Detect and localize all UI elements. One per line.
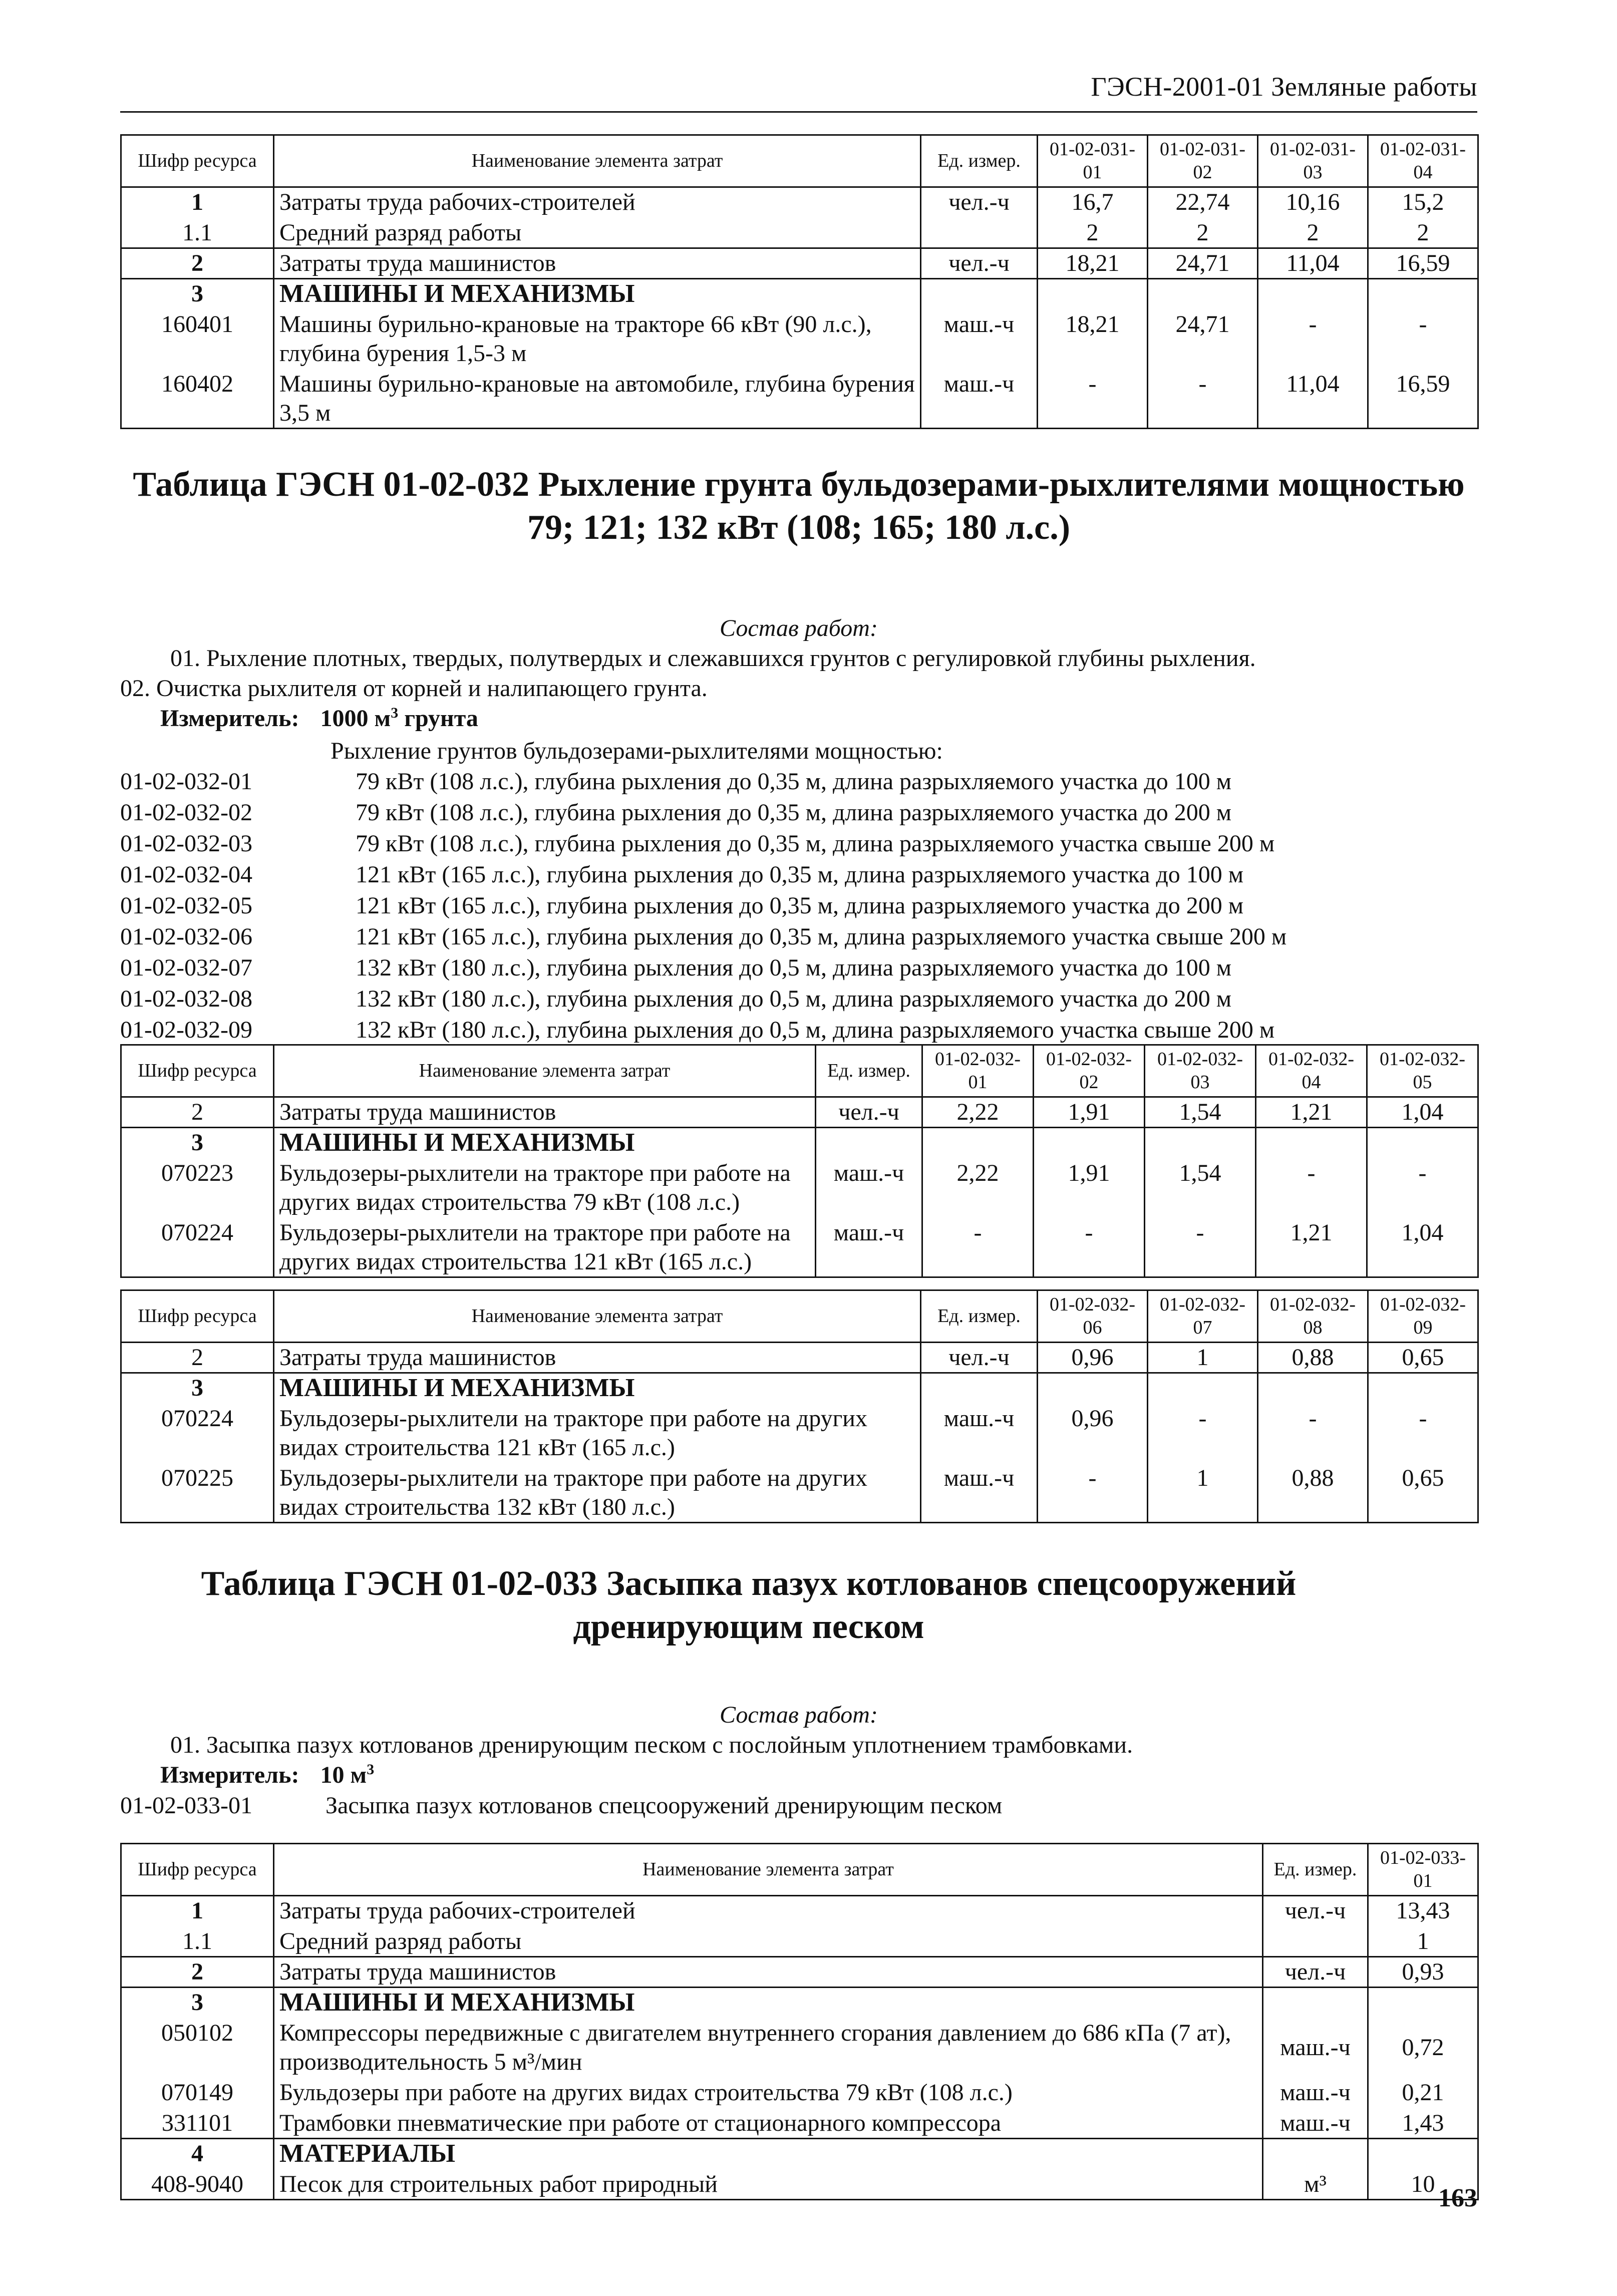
- table-row: [121, 1343, 1478, 1373]
- value: 18,21: [1038, 248, 1148, 279]
- measure-value: 10 $м^3$: [320, 1761, 375, 1788]
- list-item: [120, 1015, 1477, 1046]
- table-row: [121, 1463, 1478, 1523]
- norm-description: Засыпка пазух котлованов спецсооружений дренирующим песком: [326, 1792, 1003, 1819]
- col-header-norm: 01-02-032-06: [1038, 1290, 1148, 1343]
- unit: [921, 279, 1038, 309]
- value: [1368, 1373, 1478, 1404]
- value: 2: [1368, 218, 1478, 248]
- resource-code: 408-9040: [121, 2169, 274, 2200]
- value: 11,04: [1258, 369, 1368, 429]
- measure-label: Измеритель:: [160, 705, 299, 732]
- value: [922, 1128, 1034, 1158]
- cost-item-name: Машины бурильно-крановые на тракторе 66 кВт (90 л.с.), глубина бурения 1,5-3 м: [274, 309, 921, 369]
- unit: маш.-ч: [921, 1404, 1038, 1463]
- table-032-b-header: [121, 1290, 1478, 1343]
- unit: маш.-ч: [816, 1218, 922, 1277]
- value: [1038, 279, 1148, 309]
- table-row: [121, 1128, 1478, 1158]
- unit: [816, 1128, 922, 1158]
- value: -: [1034, 1218, 1145, 1277]
- unit: [1263, 1988, 1368, 2018]
- value: -: [922, 1218, 1034, 1277]
- list-item: [120, 1790, 1477, 1821]
- value: 10,16: [1258, 187, 1368, 218]
- value: -: [1145, 1218, 1256, 1277]
- col-header-norm: 01-02-033-01: [1368, 1844, 1478, 1896]
- resource-code: 3: [121, 1128, 274, 1158]
- value: [1258, 1373, 1368, 1404]
- col-header-norm: 01-02-032-09: [1368, 1290, 1478, 1343]
- table-032-a: [120, 1044, 1479, 1278]
- value: -: [1368, 1404, 1478, 1463]
- col-header-norm: 01-02-031-01: [1038, 135, 1148, 187]
- cost-item-name: Бульдозеры-рыхлители на тракторе при работе на других видах строительства 79 кВт (108 л.с.): [274, 1158, 816, 1218]
- measure-unit: [160, 1760, 374, 1790]
- value: [1038, 1373, 1148, 1404]
- col-header-code: Шифр ресурса: [121, 135, 274, 187]
- value: 11,04: [1258, 248, 1368, 279]
- norm-code: 01-02-032-07: [120, 954, 252, 981]
- table-033: [120, 1843, 1479, 2200]
- value: [1148, 279, 1258, 309]
- value: [1256, 1128, 1367, 1158]
- item-list-intro: Рыхление грунтов бульдозерами-рыхлителями мощностью:: [331, 738, 943, 764]
- list-item: [120, 797, 1477, 828]
- col-header-norm: 01-02-031-02: [1148, 135, 1258, 187]
- value: 2: [1148, 218, 1258, 248]
- norm-code: 01-02-032-08: [120, 986, 252, 1012]
- unit: [921, 218, 1038, 248]
- norm-description: 79 кВт (108 л.с.), глубина рыхления до 0,35 м, длина разрыхляемого участка свыше 200 м: [356, 830, 1275, 857]
- col-header-norm: 01-02-032-07: [1148, 1290, 1258, 1343]
- resource-code: 4: [121, 2139, 274, 2169]
- resource-code: 2: [121, 1097, 274, 1128]
- value: -: [1148, 369, 1258, 429]
- section-heading: МАШИНЫ И МЕХАНИЗМЫ: [274, 1128, 816, 1158]
- value: 0,65: [1368, 1463, 1478, 1523]
- col-header-norm: 01-02-032-02: [1034, 1045, 1145, 1097]
- table-row: [121, 279, 1478, 309]
- table-032-a-header: [121, 1045, 1478, 1097]
- value: 18,21: [1038, 309, 1148, 369]
- value: 0,88: [1258, 1463, 1368, 1523]
- value: 0,65: [1368, 1343, 1478, 1373]
- unit: чел.-ч: [921, 248, 1038, 279]
- cost-item-name: Затраты труда машинистов: [274, 1957, 1263, 1988]
- table-row: [121, 2018, 1478, 2078]
- unit: маш.-ч: [921, 309, 1038, 369]
- table-title-033: Таблица ГЭСН 01-02-033 Засыпка пазух котлованов спецсооружений дренирующим песком: [201, 1564, 1297, 1646]
- value: 1: [1148, 1463, 1258, 1523]
- col-header-code: Шифр ресурса: [121, 1290, 274, 1343]
- value: -: [1038, 369, 1148, 429]
- col-header-norm: 01-02-031-03: [1258, 135, 1368, 187]
- unit: м³: [1263, 2169, 1368, 2200]
- value: 1,04: [1367, 1218, 1478, 1277]
- value: [1368, 2139, 1478, 2169]
- value: 0,21: [1368, 2078, 1478, 2108]
- table-row: [121, 1926, 1478, 1957]
- resource-code: 070224: [121, 1404, 274, 1463]
- table-row: [121, 218, 1478, 248]
- unit: маш.-ч: [1263, 2108, 1368, 2139]
- cost-item-name: Средний разряд работы: [274, 1926, 1263, 1957]
- resource-code: 2: [121, 248, 274, 279]
- cost-item-name: Средний разряд работы: [274, 218, 921, 248]
- work-step: 01. Рыхление плотных, твердых, полутвердых и слежавшихся грунтов с регулировкой глубины рыхления.: [170, 645, 1256, 672]
- unit: [1263, 1926, 1368, 1957]
- table-row: [121, 1218, 1478, 1277]
- value: 0,72: [1368, 2018, 1478, 2078]
- section-heading: МАТЕРИАЛЫ: [274, 2139, 1263, 2169]
- value: [1034, 1128, 1145, 1158]
- table-row: [121, 1373, 1478, 1404]
- measure-unit: [160, 704, 478, 734]
- list-item: [120, 766, 1477, 797]
- list-item: [120, 828, 1477, 859]
- resource-code: 3: [121, 1373, 274, 1404]
- cost-item-name: Бульдозеры-рыхлители на тракторе при работе на других видах строительства 121 кВт (165 л.с.): [274, 1404, 921, 1463]
- table-row: [121, 2169, 1478, 2200]
- value: 1,21: [1256, 1218, 1367, 1277]
- col-header-norm: 01-02-032-01: [922, 1045, 1034, 1097]
- value: -: [1367, 1158, 1478, 1218]
- col-header-norm: 01-02-031-04: [1368, 135, 1478, 187]
- table-row: [121, 2139, 1478, 2169]
- resource-code: 1: [121, 187, 274, 218]
- table-row: [121, 369, 1478, 429]
- col-header-unit: Ед. измер.: [816, 1045, 922, 1097]
- value: 16,59: [1368, 248, 1478, 279]
- unit: маш.-ч: [921, 369, 1038, 429]
- cost-item-name: Песок для строительных работ природный: [274, 2169, 1263, 2200]
- value: 0,96: [1038, 1404, 1148, 1463]
- cost-item-name: Бульдозеры-рыхлители на тракторе при работе на других видах строительства 121 кВт (165 л.с.): [274, 1218, 816, 1277]
- table-032-b: [120, 1289, 1479, 1523]
- value: -: [1258, 309, 1368, 369]
- value: 0,93: [1368, 1957, 1478, 1988]
- value: 0,88: [1258, 1343, 1368, 1373]
- cost-item-name: Трамбовки пневматические при работе от стационарного компрессора: [274, 2108, 1263, 2139]
- value: [1368, 279, 1478, 309]
- measure-label: Измеритель:: [160, 1762, 299, 1788]
- table-031-header: [121, 135, 1478, 187]
- table-row: [121, 1158, 1478, 1218]
- norm-description: 121 кВт (165 л.с.), глубина рыхления до 0,35 м, длина разрыхляемого участка свыше 200 м: [356, 923, 1287, 950]
- unit: маш.-ч: [921, 1463, 1038, 1523]
- norm-code: 01-02-032-03: [120, 830, 252, 857]
- norm-code: 01-02-032-09: [120, 1017, 252, 1043]
- value: 2: [1038, 218, 1148, 248]
- resource-code: 070224: [121, 1218, 274, 1277]
- document-page: [120, 0, 1477, 2296]
- cost-item-name: Затраты труда машинистов: [274, 1097, 816, 1128]
- norm-item-list: [120, 766, 1477, 1046]
- resource-code: 070149: [121, 2078, 274, 2108]
- value: 1,21: [1256, 1097, 1367, 1128]
- value: 2,22: [922, 1097, 1034, 1128]
- col-header-code: Шифр ресурса: [121, 1045, 274, 1097]
- cost-item-name: Затраты труда машинистов: [274, 1343, 921, 1373]
- list-item: [120, 952, 1477, 983]
- norm-description: 132 кВт (180 л.с.), глубина рыхления до 0,5 м, длина разрыхляемого участка до 100 м: [356, 954, 1232, 981]
- list-item: [120, 983, 1477, 1015]
- unit: маш.-ч: [1263, 2078, 1368, 2108]
- value: 1,43: [1368, 2108, 1478, 2139]
- value: 1,54: [1145, 1158, 1256, 1218]
- section-heading: МАШИНЫ И МЕХАНИЗМЫ: [274, 1988, 1263, 2018]
- measure-value: 1000 $м^3$ грунта: [320, 705, 478, 732]
- resource-code: 160401: [121, 309, 274, 369]
- value: [1368, 1988, 1478, 2018]
- col-header-unit: Ед. измер.: [921, 1290, 1038, 1343]
- col-header-norm: 01-02-032-05: [1367, 1045, 1478, 1097]
- value: [1258, 279, 1368, 309]
- resource-code: 2: [121, 1343, 274, 1373]
- resource-code: 3: [121, 1988, 274, 2018]
- cost-item-name: Затраты труда машинистов: [274, 248, 921, 279]
- value: 2: [1258, 218, 1368, 248]
- value: [1145, 1128, 1256, 1158]
- cost-item-name: Бульдозеры при работе на других видах строительства 79 кВт (108 л.с.): [274, 2078, 1263, 2108]
- running-header: ГЭСН-2001-01 Земляные работы: [1091, 72, 1477, 102]
- resource-code: 1.1: [121, 1926, 274, 1957]
- table-033-header: [121, 1844, 1478, 1896]
- value: -: [1368, 309, 1478, 369]
- col-header-unit: Ед. измер.: [921, 135, 1038, 187]
- norm-description: 79 кВт (108 л.с.), глубина рыхления до 0,35 м, длина разрыхляемого участка до 200 м: [356, 799, 1232, 826]
- norm-code: 01-02-033-01: [120, 1792, 252, 1819]
- section-heading: МАШИНЫ И МЕХАНИЗМЫ: [274, 1373, 921, 1404]
- page-number: 163: [1438, 2184, 1477, 2212]
- col-header-norm: 01-02-032-08: [1258, 1290, 1368, 1343]
- value: 1,04: [1367, 1097, 1478, 1128]
- value: 1,54: [1145, 1097, 1256, 1128]
- table-row: [121, 1896, 1478, 1926]
- unit: маш.-ч: [816, 1158, 922, 1218]
- value: 13,43: [1368, 1896, 1478, 1926]
- norm-code: 01-02-032-06: [120, 923, 252, 950]
- table-row: [121, 1097, 1478, 1128]
- work-composition-heading: Состав работ:: [720, 615, 878, 641]
- table-row: [121, 309, 1478, 369]
- norm-description: 121 кВт (165 л.с.), глубина рыхления до 0,35 м, длина разрыхляемого участка до 200 м: [356, 892, 1244, 919]
- value: 16,7: [1038, 187, 1148, 218]
- work-step: 01. Засыпка пазух котлованов дренирующим песком с послойным уплотнением трамбовками.: [170, 1732, 1133, 1758]
- norm-code: 01-02-032-01: [120, 768, 252, 795]
- cost-item-name: Затраты труда рабочих-строителей: [274, 187, 921, 218]
- value: 24,71: [1148, 248, 1258, 279]
- value: 0,96: [1038, 1343, 1148, 1373]
- table-row: [121, 187, 1478, 218]
- norm-description: 121 кВт (165 л.с.), глубина рыхления до 0,35 м, длина разрыхляемого участка до 100 м: [356, 861, 1244, 888]
- resource-code: 160402: [121, 369, 274, 429]
- list-item: [120, 859, 1477, 890]
- resource-code: 331101: [121, 2108, 274, 2139]
- value: [1367, 1128, 1478, 1158]
- value: [1148, 1373, 1258, 1404]
- col-header-norm: 01-02-032-04: [1256, 1045, 1367, 1097]
- unit: чел.-ч: [921, 187, 1038, 218]
- unit: [921, 1373, 1038, 1404]
- cost-item-name: Машины бурильно-крановые на автомобиле, глубина бурения 3,5 м: [274, 369, 921, 429]
- section-heading: МАШИНЫ И МЕХАНИЗМЫ: [274, 279, 921, 309]
- value: 10: [1368, 2169, 1478, 2200]
- value: 1,91: [1034, 1158, 1145, 1218]
- resource-code: 1.1: [121, 218, 274, 248]
- norm-description: 79 кВт (108 л.с.), глубина рыхления до 0,35 м, длина разрыхляемого участка до 100 м: [356, 768, 1232, 795]
- resource-code: 050102: [121, 2018, 274, 2078]
- value: 15,2: [1368, 187, 1478, 218]
- cost-item-name: Компрессоры передвижные с двигателем внутреннего сгорания давлением до 686 кПа (7 ат), производительность 5 м³/мин: [274, 2018, 1263, 2078]
- unit: чел.-ч: [816, 1097, 922, 1128]
- resource-code: 070223: [121, 1158, 274, 1218]
- value: 24,71: [1148, 309, 1258, 369]
- norm-code: 01-02-032-04: [120, 861, 252, 888]
- resource-code: 070225: [121, 1463, 274, 1523]
- col-header-name: Наименование элемента затрат: [274, 135, 921, 187]
- table-row: [121, 2108, 1478, 2139]
- cost-item-name: Затраты труда рабочих-строителей: [274, 1896, 1263, 1926]
- value: 22,74: [1148, 187, 1258, 218]
- resource-code: 1: [121, 1896, 274, 1926]
- table-row: [121, 1957, 1478, 1988]
- unit: чел.-ч: [921, 1343, 1038, 1373]
- value: 1: [1148, 1343, 1258, 1373]
- unit: чел.-ч: [1263, 1896, 1368, 1926]
- list-item: [120, 890, 1477, 921]
- value: 1: [1368, 1926, 1478, 1957]
- header-rule: [120, 111, 1477, 113]
- value: 1,91: [1034, 1097, 1145, 1128]
- value: -: [1148, 1404, 1258, 1463]
- norm-description: 132 кВт (180 л.с.), глубина рыхления до 0,5 м, длина разрыхляемого участка до 200 м: [356, 986, 1232, 1012]
- col-header-name: Наименование элемента затрат: [274, 1290, 921, 1343]
- col-header-norm: 01-02-032-03: [1145, 1045, 1256, 1097]
- unit: [1263, 2139, 1368, 2169]
- value: 2,22: [922, 1158, 1034, 1218]
- table-031: [120, 134, 1479, 429]
- resource-code: 2: [121, 1957, 274, 1988]
- list-item: [120, 921, 1477, 952]
- col-header-name: Наименование элемента затрат: [274, 1844, 1263, 1896]
- value: -: [1258, 1404, 1368, 1463]
- resource-code: 3: [121, 279, 274, 309]
- unit: чел.-ч: [1263, 1957, 1368, 1988]
- value: -: [1256, 1158, 1367, 1218]
- work-composition-heading: Состав работ:: [720, 1702, 878, 1728]
- cost-item-name: Бульдозеры-рыхлители на тракторе при работе на других видах строительства 132 кВт (180 л.с.): [274, 1463, 921, 1523]
- norm-code: 01-02-032-02: [120, 799, 252, 826]
- col-header-name: Наименование элемента затрат: [274, 1045, 816, 1097]
- col-header-code: Шифр ресурса: [121, 1844, 274, 1896]
- table-row: [121, 1988, 1478, 2018]
- work-step: 02. Очистка рыхлителя от корней и налипающего грунта.: [120, 675, 708, 702]
- value: 16,59: [1368, 369, 1478, 429]
- norm-code: 01-02-032-05: [120, 892, 252, 919]
- table-row: [121, 1404, 1478, 1463]
- col-header-unit: Ед. измер.: [1263, 1844, 1368, 1896]
- table-title-032: Таблица ГЭСН 01-02-032 Рыхление грунта бульдозерами-рыхлителями мощностью 79; 121; 132 кВт (108; 165; 180 л.с.): [133, 465, 1465, 547]
- value: -: [1038, 1463, 1148, 1523]
- unit: маш.-ч: [1263, 2018, 1368, 2078]
- table-row: [121, 2078, 1478, 2108]
- table-row: [121, 248, 1478, 279]
- norm-description: 132 кВт (180 л.с.), глубина рыхления до 0,5 м, длина разрыхляемого участка свыше 200 м: [356, 1017, 1275, 1043]
